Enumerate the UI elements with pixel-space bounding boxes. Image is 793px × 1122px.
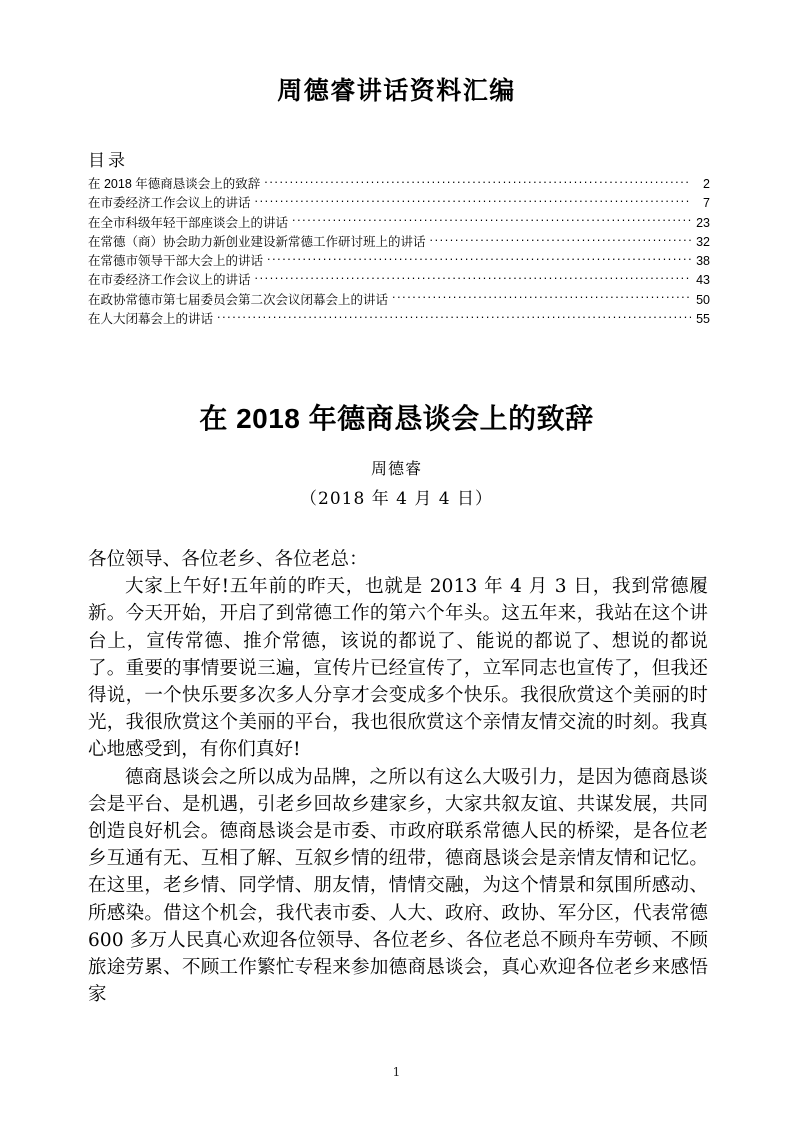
toc-entry-label: 在人大闭幕会上的讲话 [88, 312, 214, 327]
toc-entry-label: 在政协常德市第七届委员会第二次会议闭幕会上的讲话 [88, 292, 389, 307]
toc-entry-label: 在市委经济工作会议上的讲话 [88, 196, 251, 211]
toc-entry-page: 23 [696, 215, 710, 230]
toc-entry[interactable] [88, 310, 710, 329]
article-title: 在 2018 年德商恳谈会上的致辞 [199, 403, 594, 434]
toc-entry-page: 7 [703, 196, 710, 211]
toc-entry[interactable] [88, 291, 710, 310]
table-of-contents [88, 150, 710, 329]
article-salutation: 各位领导、各位老乡、各位老总： [88, 549, 368, 570]
toc-entry-page: 32 [696, 234, 710, 249]
toc-leader-dots [255, 195, 691, 207]
toc-entry-label: 在全市科级年轻干部座谈会上的讲话 [88, 215, 289, 230]
toc-entry-label: 在常德（商）协会助力新创业建设新常德工作研讨班上的讲话 [88, 234, 426, 249]
toc-entry[interactable] [88, 175, 710, 194]
toc-entry[interactable] [88, 194, 710, 213]
toc-leader-dots [255, 272, 691, 284]
toc-leader-dots [430, 234, 691, 246]
toc-list [88, 175, 710, 329]
toc-leader-dots [292, 215, 691, 227]
toc-entry-page: 50 [696, 292, 710, 307]
toc-leader-dots [217, 311, 691, 323]
toc-leader-dots [267, 253, 691, 265]
document-title: 周德睿讲话资料汇编 [277, 76, 516, 105]
toc-entry-page: 43 [696, 273, 710, 288]
toc-entry-page: 55 [696, 312, 710, 327]
toc-leader-dots [392, 292, 691, 304]
article-date: （2018 年 4 月 4 日） [300, 489, 493, 509]
toc-leader-dots [264, 176, 691, 188]
toc-entry-label: 在市委经济工作会议上的讲话 [88, 273, 251, 288]
toc-entry-label: 在 2018 年德商恳谈会上的致辞 [88, 177, 261, 191]
toc-heading: 目录 [88, 151, 128, 171]
toc-entry[interactable] [88, 214, 710, 233]
article-paragraph: 大家上午好!五年前的昨天，也就是 2013 年 4 月 3 日，我到常德履新。今天开始，开启了到常德工作的第六个年头。这五年来，我站在这个讲台上，宣传常德、推介常德，该说的都说了、能说的都说了、想说的都说了。重要的事情要说三遍，宣传片已经宣传了，立军同志也宣传了，但我还得说，一个快乐要多次多人分享才会变成多个快乐。我很欣赏这个美丽的时光，我很欣赏这个美丽的平台，我也很欣赏这个亲情友情交流的时刻。我真心地感受到，有你们真好! [88, 576, 708, 761]
article-paragraph: 德商恳谈会之所以成为品牌，之所以有这么大吸引力，是因为德商恳谈会是平台、是机遇，引老乡回故乡建家乡，大家共叙友谊、共谋发展，共同创造良好机会。德商恳谈会是市委、市政府联系常德人民的桥梁，是各位老乡互通有无、互相了解、互叙乡情的纽带，德商恳谈会是亲情友情和记忆。在这里，老乡情、同学情、朋友情，情情交融，为这个情景和氛围所感动、所感染。借这个机会，我代表市委、人大、政府、政协、军分区，代表常德 600 多万人民真心欢迎各位领导、各位老乡、各位老总不顾舟车劳顿、不顾旅途劳累、不顾工作繁忙专程来参加德商恳谈会，真心欢迎各位老乡来感悟家 [88, 766, 708, 1006]
article-author: 周德睿 [370, 459, 422, 478]
toc-entry-label: 在常德市领导干部大会上的讲话 [88, 254, 264, 269]
toc-entry[interactable] [88, 233, 710, 252]
article-body [88, 546, 708, 1008]
toc-entry[interactable] [88, 271, 710, 290]
toc-entry-page: 38 [696, 254, 710, 269]
toc-entry-page: 2 [703, 177, 710, 191]
page-number: 1 [392, 1065, 401, 1079]
toc-entry[interactable] [88, 252, 710, 271]
